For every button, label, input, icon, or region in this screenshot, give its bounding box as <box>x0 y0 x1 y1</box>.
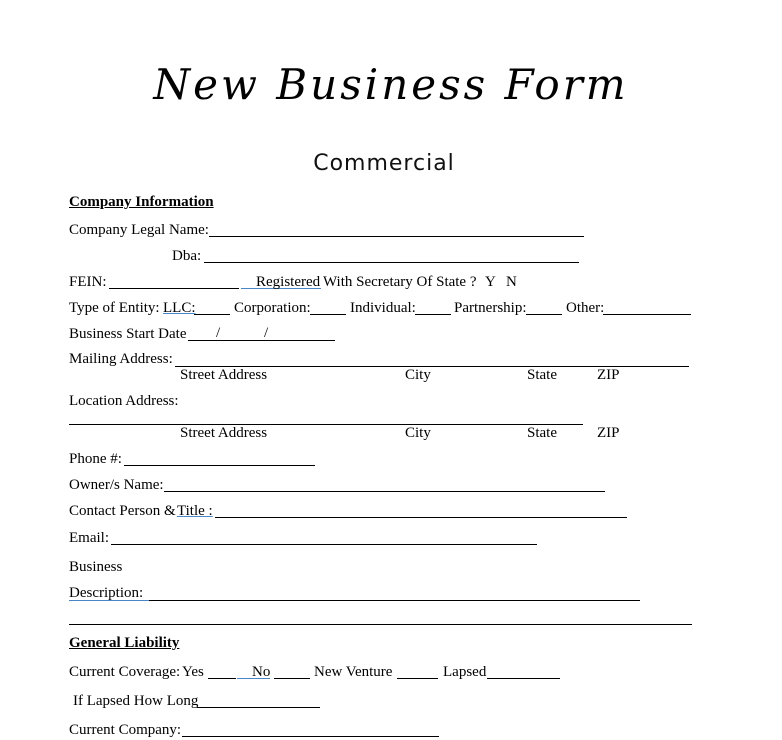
entity-corporation-field[interactable] <box>310 314 346 315</box>
location-state-caption: State <box>527 425 557 441</box>
description-underline <box>69 600 149 601</box>
registered-yes[interactable]: Y <box>485 274 496 290</box>
entity-individual-field[interactable] <box>415 314 451 315</box>
owner-label: Owner/s Name: <box>69 477 164 493</box>
registered-no[interactable]: N <box>506 274 517 290</box>
entity-llc-label: LLC: <box>163 300 196 316</box>
email-label: Email: <box>69 530 109 546</box>
mailing-zip-caption: ZIP <box>597 367 620 383</box>
coverage-no-field[interactable] <box>274 678 310 679</box>
entity-partnership-label: Partnership: <box>454 300 527 316</box>
coverage-label: Current Coverage: <box>69 664 181 680</box>
date-separator-1: / <box>216 325 221 341</box>
mailing-address-label: Mailing Address: <box>69 351 173 367</box>
legal-name-label: Company Legal Name: <box>69 222 209 238</box>
form-title: New Business Form <box>153 60 629 109</box>
coverage-yes-field[interactable] <box>208 678 236 679</box>
entity-other-label: Other: <box>566 300 605 316</box>
entity-llc-field[interactable] <box>194 314 230 315</box>
fein-label: FEIN: <box>69 274 107 290</box>
current-company-field[interactable] <box>182 736 439 737</box>
dba-label: Dba: <box>172 248 202 264</box>
owner-field[interactable] <box>164 491 605 492</box>
coverage-lapsed-label: Lapsed <box>443 664 487 680</box>
business-label: Business <box>69 559 123 575</box>
coverage-new-venture-field[interactable] <box>397 678 438 679</box>
date-separator-2: / <box>264 325 269 341</box>
entity-label: Type of Entity: <box>69 300 160 316</box>
legal-name-field[interactable] <box>209 236 584 237</box>
start-date-field[interactable] <box>188 340 335 341</box>
fein-field[interactable] <box>109 288 239 289</box>
phone-field[interactable] <box>124 465 315 466</box>
company-information-heading: Company Information <box>69 194 214 210</box>
location-address-label: Location Address: <box>69 393 179 409</box>
contact-title-label: Title : <box>177 503 213 519</box>
entity-individual-label: Individual: <box>350 300 416 316</box>
lapsed-how-long-field[interactable] <box>197 707 320 708</box>
email-field[interactable] <box>111 544 537 545</box>
mailing-city-caption: City <box>405 367 431 383</box>
description-label: Description: <box>69 585 144 601</box>
entity-other-field[interactable] <box>603 314 691 315</box>
entity-partnership-field[interactable] <box>526 314 562 315</box>
mailing-street-caption: Street Address <box>180 367 268 383</box>
dba-field[interactable] <box>204 262 579 263</box>
general-liability-heading: General Liability <box>69 635 180 651</box>
coverage-new-venture-label: New Venture <box>314 664 393 680</box>
contact-field[interactable] <box>215 517 627 518</box>
coverage-yes-label: Yes <box>182 664 204 680</box>
location-zip-caption: ZIP <box>597 425 620 441</box>
location-address-field[interactable] <box>69 424 583 425</box>
contact-label: Contact Person & <box>69 503 176 519</box>
entity-corporation-label: Corporation: <box>234 300 311 316</box>
location-street-caption: Street Address <box>180 425 268 441</box>
mailing-state-caption: State <box>527 367 557 383</box>
description-field-2[interactable] <box>69 624 692 625</box>
phone-label: Phone #: <box>69 451 122 467</box>
current-company-label: Current Company: <box>69 722 182 738</box>
form-subtitle: Commercial <box>313 151 455 176</box>
registered-question: With Secretary Of State ? <box>323 274 477 290</box>
coverage-no-label: No <box>252 664 271 680</box>
coverage-lapsed-field[interactable] <box>487 678 560 679</box>
registered-label: Registered <box>256 274 321 290</box>
description-field[interactable] <box>149 600 640 601</box>
start-date-label: Business Start Date <box>69 326 187 342</box>
lapsed-how-long-label: If Lapsed How Long <box>73 693 199 709</box>
location-city-caption: City <box>405 425 431 441</box>
